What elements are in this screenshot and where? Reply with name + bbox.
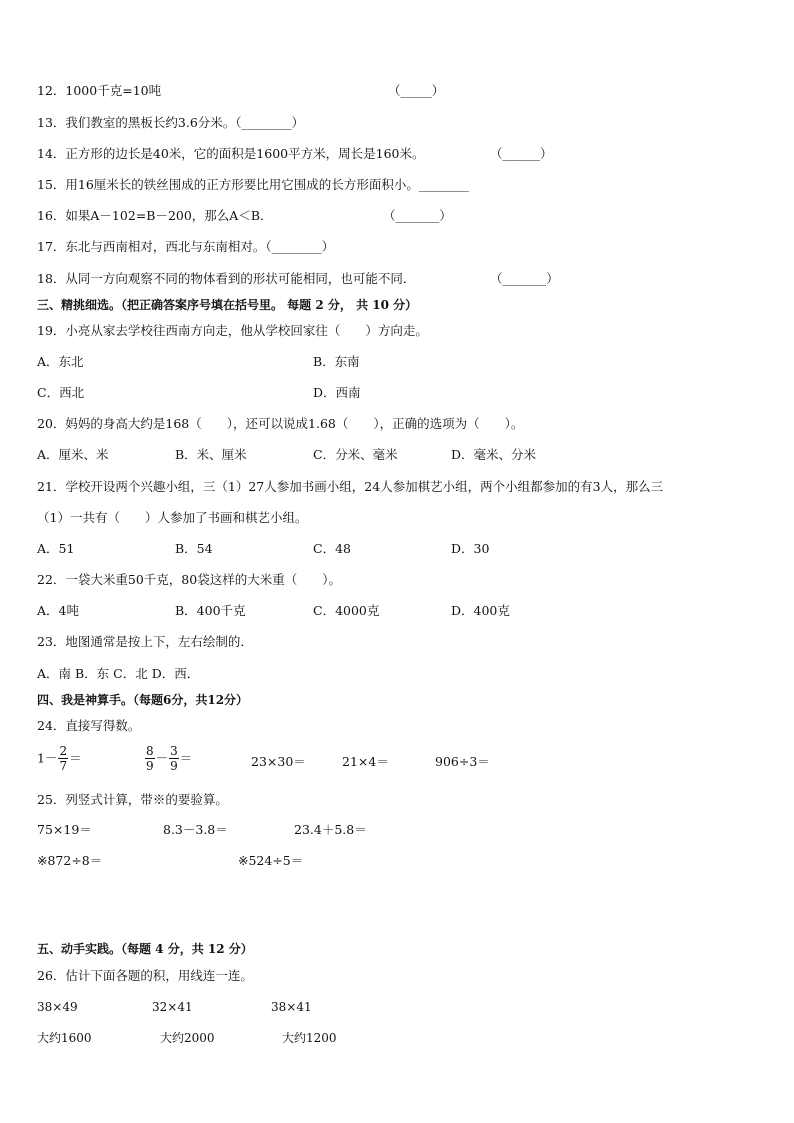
question-22-option-d[interactable]: D．400克 [451,603,510,618]
question-26-estimate-3[interactable]: 大约1200 [282,1031,337,1045]
question-19-option-b[interactable]: B．东南 [313,354,360,369]
question-20-option-d[interactable]: D．毫米、分米 [451,447,537,462]
question-25-expr-4: ※872÷8＝ [37,853,103,868]
question-24-expr-2: $\frac{8}{9}$ － $\frac{3}{9}$ ＝ [146,744,193,773]
fraction: $\frac{8}{9}$ [146,744,154,773]
question-12 [37,83,161,99]
fraction: $\frac{3}{9}$ [170,744,178,773]
section-3-heading: 三、精挑细选。（把正确答案序号填在括号里。 每题 2 分， 共 10 分） [37,298,418,312]
question-19-option-a[interactable]: A．东北 [37,354,84,369]
question-25-expr-5: ※524÷5＝ [238,853,304,868]
question-14: 14．正方形的边长是40米，它的面积是1600平方米，周长是160米。 [37,146,425,161]
question-22-option-a[interactable]: A．4吨 [37,603,79,618]
question-21-option-d[interactable]: D．30 [451,541,490,556]
question-18-answer-blank[interactable]: （_______） [490,271,559,286]
question-22-option-c[interactable]: C．4000克 [313,603,380,618]
question-19-stem: 19．小亮从家去学校往西南方向走，他从学校回家往（ ）方向走。 [37,323,428,338]
question-19-option-c[interactable]: C．西北 [37,385,85,400]
question-25-stem: 25．列竖式计算，带※的要验算。 [37,792,228,807]
question-16: 16．如果A－102=B－200，那么A＜B． [37,208,273,223]
question-25-expr-3: 23.4＋5.8＝ [294,822,367,837]
question-16-answer-blank[interactable]: （_______） [383,208,452,223]
question-20-option-a[interactable]: A．厘米、米 [37,447,109,462]
question-22-option-b[interactable]: B．400千克 [175,603,246,618]
question-15: 15．用16厘米长的铁丝围成的正方形要比用它围成的长方形面积小。________ [37,177,469,192]
question-12-text: 12．1000千克=10吨 [37,83,162,98]
question-20-option-c[interactable]: C．分米、毫米 [313,447,398,462]
question-25-expr-2: 8.3－3.8＝ [163,822,228,837]
question-12-answer-blank[interactable]: （_____） [388,83,445,98]
section-4-heading: 四、我是神算手。（每题6分，共12分） [37,693,249,707]
question-24-expr-1: 1－ $\frac{2}{7}$ ＝ [37,744,82,773]
section-5-heading: 五、动手实践。（每题 4 分，共 12 分） [37,942,253,956]
question-20-option-b[interactable]: B．米、厘米 [175,447,247,462]
question-26-stem: 26．估计下面各题的积，用线连一连。 [37,968,253,983]
fraction: $\frac{2}{7}$ [59,744,68,773]
question-20-stem: 20．妈妈的身高大约是168（ ），还可以说成1.68（ ），正确的选项为（ ）。 [37,416,524,431]
question-14-answer-blank[interactable]: （______） [490,146,553,161]
question-24-expr-5: 906÷3＝ [435,754,490,769]
question-26-product-2[interactable]: 32×41 [152,1000,193,1014]
question-23-stem: 23．地图通常是按上下，左右绘制的． [37,634,253,649]
question-18: 18．从同一方向观察不同的物体看到的形状可能相同，也可能不同． [37,271,416,286]
question-26-product-1[interactable]: 38×49 [37,1000,78,1014]
question-22-stem: 22．一袋大米重50千克，80袋这样的大米重（ ）。 [37,572,341,587]
question-26-estimate-1[interactable]: 大约1600 [37,1031,92,1045]
question-21-option-c[interactable]: C．48 [313,541,351,556]
question-21-option-a[interactable]: A．51 [37,541,75,556]
question-26-estimate-2[interactable]: 大约2000 [160,1031,215,1045]
question-21-option-b[interactable]: B．54 [175,541,213,556]
question-21-stem-line1: 21．学校开设两个兴趣小组，三（1）27人参加书画小组，24人参加棋艺小组，两个小组都参加的有3人，那么三 [37,479,664,494]
question-17: 17．东北与西南相对，西北与东南相对。（________） [37,239,335,254]
question-19-option-d[interactable]: D．西南 [313,385,361,400]
question-26-product-3[interactable]: 38×41 [271,1000,312,1014]
question-24-expr-3: 23×30＝ [251,754,306,769]
question-24-expr-4: 21×4＝ [342,754,389,769]
question-21-stem-line2: （1）一共有（ ）人参加了书画和棋艺小组。 [37,510,308,525]
question-13: 13．我们教室的黑板长约3.6分米。（________） [37,115,305,130]
question-23-options[interactable]: A．南 B．东 C．北 D．西． [37,666,200,681]
question-24-stem: 24．直接写得数。 [37,718,141,733]
question-25-expr-1: 75×19＝ [37,822,92,837]
